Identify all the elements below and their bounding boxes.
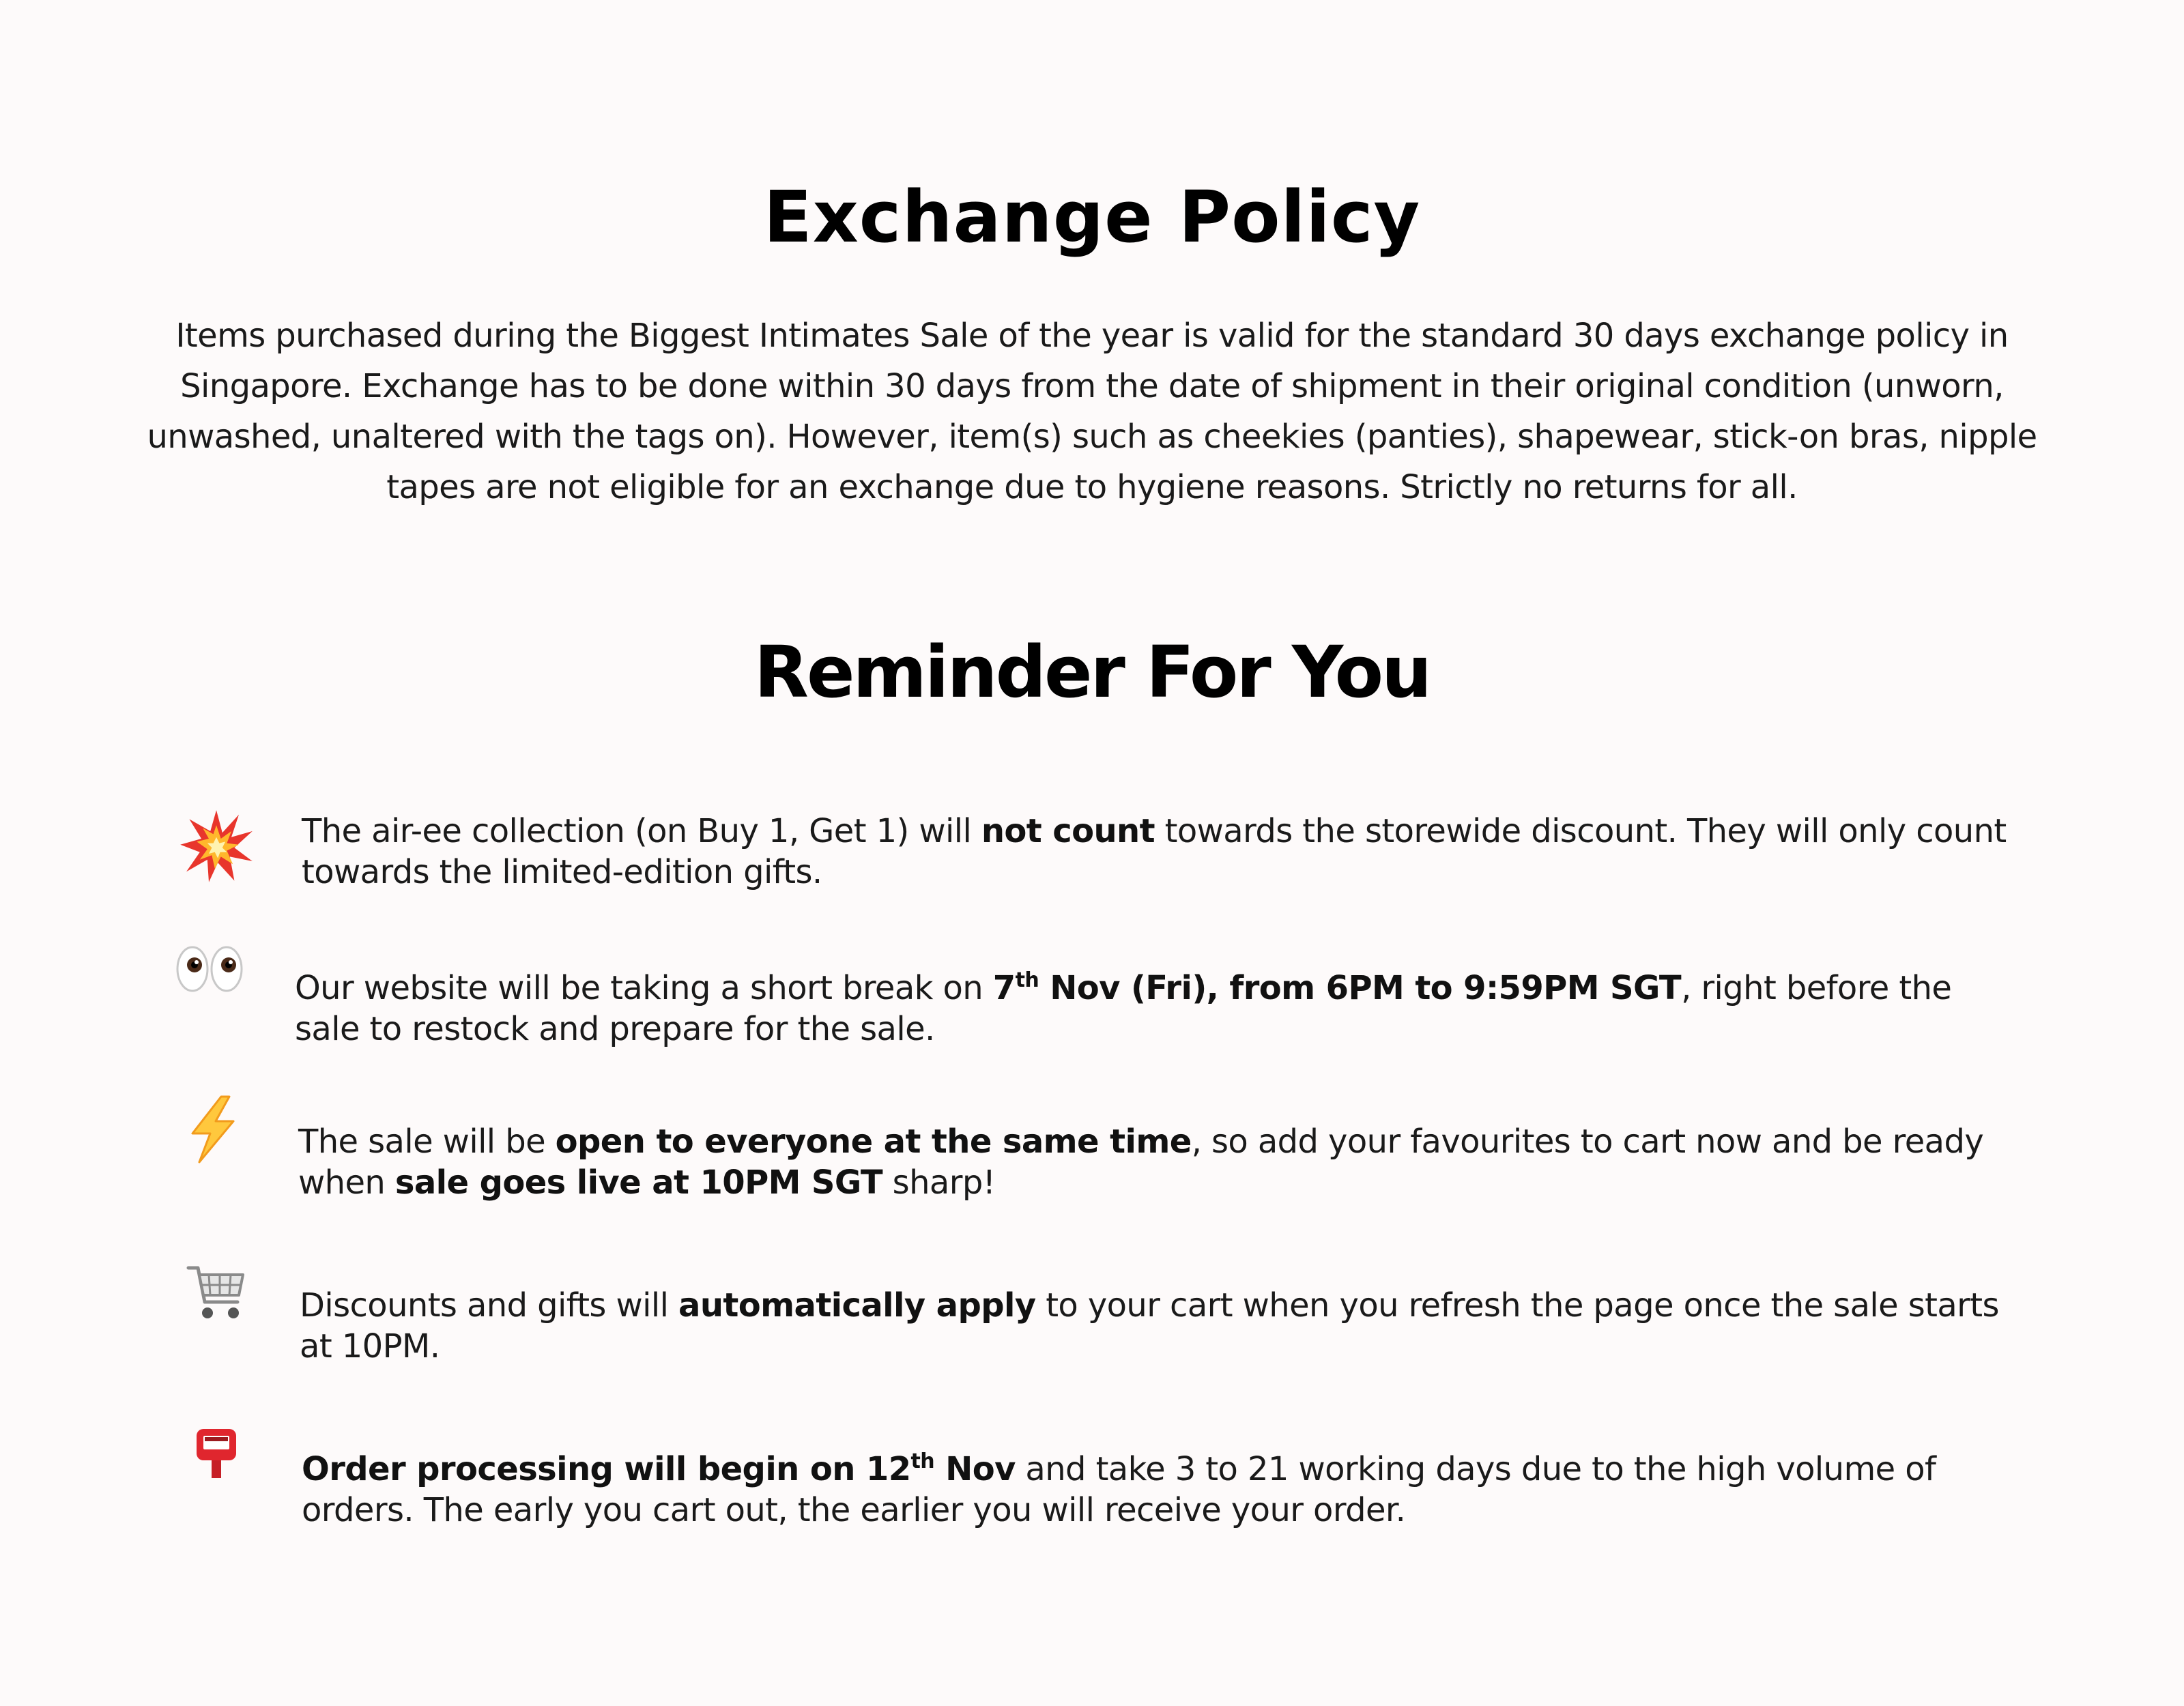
reminder-text: Order processing will begin on 12th Nov and take 3 to 21 working days due to the high volume of orders. The early you cart out, the earlier you will receive your order. [302, 1449, 1936, 1529]
shopping-cart-icon [186, 1262, 247, 1324]
reminder-title: Reminder For You [753, 631, 1431, 714]
postbox-icon [192, 1426, 240, 1481]
reminder-text: Discounts and gifts will automatically apply to your cart when you refresh the page once the sale starts at 10PM. [300, 1286, 1999, 1365]
collision-icon [179, 809, 254, 884]
reminder-text: Our website will be taking a short break on 7th Nov (Fri), from 6PM to 9:59PM SGT, right before the sale to restock and prepare for the sale. [295, 968, 1952, 1048]
reminder-item [0, 1426, 2184, 1529]
eyes-icon [172, 942, 247, 996]
reminder-item [0, 1262, 2184, 1365]
reminder-item [0, 942, 2184, 1048]
reminder-item [0, 1095, 2184, 1202]
reminder-text: The sale will be open to everyone at the same time, so add your favourites to cart now and be ready when sale goes live at 10PM SGT sharp! [298, 1123, 1984, 1202]
reminder-item [0, 809, 2184, 897]
reminder-text: The air-ee collection (on Buy 1, Get 1) will not count towards the storewide discount. They will only count towards the limited-edition gifts. [302, 812, 2007, 891]
exchange-policy-body: Items purchased during the Biggest Intimates Sale of the year is valid for the standard 30 days exchange policy in Singapore. Exchange has to be done within 30 days from the date of shipment in their original condition (unworn, unwashed, unaltered with the tags on). However, item(s) such as cheekies (panties), shapewear, stick-on bras, nipple tapes are not eligible for an exchange due to hygiene reasons. Strictly no returns for all. [147, 317, 2037, 506]
exchange-policy-title: Exchange Policy [763, 175, 1421, 259]
high-voltage-icon [179, 1095, 247, 1163]
